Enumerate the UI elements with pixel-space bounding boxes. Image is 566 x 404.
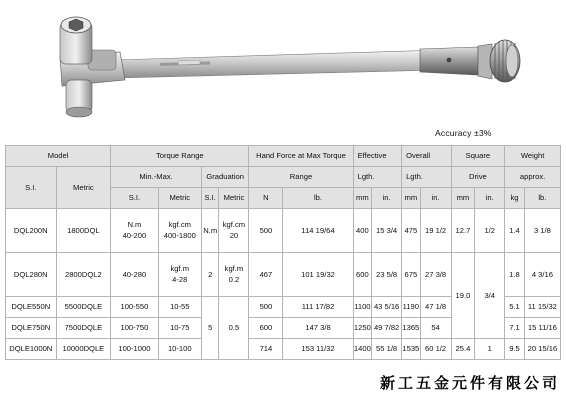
header-si: S.I. (6, 167, 57, 209)
header-model: Model (6, 146, 111, 167)
cell-n: 714 (249, 339, 283, 360)
cell-metric: 7500DQLE (56, 318, 111, 339)
scale-window (178, 60, 200, 65)
cell-metric: 2800DQL2 (56, 253, 111, 297)
cell-sq-in: 1 (475, 339, 505, 360)
lower-socket-base (66, 107, 92, 117)
table-row (6, 253, 561, 297)
table-row (6, 339, 561, 360)
header-lb: lb. (283, 188, 353, 209)
cell-lb: 114 19/64 (283, 209, 353, 253)
cell-grad-si: 2 (201, 253, 219, 297)
cell-kg: 9.5 (505, 339, 525, 360)
header-metric: Metric (56, 167, 111, 209)
cell-si: DQL280N (6, 253, 57, 297)
spec-table (5, 145, 561, 360)
cell-grad-si: N.m (201, 209, 219, 253)
unit-label: N.m (127, 219, 142, 229)
unit-label: kgf.m (224, 263, 244, 273)
cell-sq-mm: 12.7 (451, 209, 475, 253)
header-ov-lgth: Lgth. (402, 167, 452, 188)
cell-si: DQLE550N (6, 297, 57, 318)
accuracy-note: Accuracy ±3% (435, 128, 492, 138)
header-range: Range (249, 167, 353, 188)
header-tr-metric: Metric (158, 188, 201, 209)
cell-kg: 1.4 (505, 209, 525, 253)
header-torque-range: Torque Range (111, 146, 249, 167)
cell-kg: 5.1 (505, 297, 525, 318)
cell-eff-mm: 1100 (353, 297, 372, 318)
cell-tr-metric (158, 253, 201, 297)
cell-sq-mm: 25.4 (451, 339, 475, 360)
cell-tr-si: 100-750 (111, 318, 158, 339)
header-drive: Drive (451, 167, 505, 188)
cell-ov-in: 54 (420, 318, 451, 339)
cell-metric: 10000DQLE (56, 339, 111, 360)
cell-tr-si (111, 209, 158, 253)
header-wlb: lb. (524, 188, 560, 209)
unit-label: kgf.m (170, 263, 190, 273)
header-row-1 (6, 146, 561, 167)
header-sq-mm: mm (451, 188, 475, 209)
header-grad-metric: Metric (219, 188, 249, 209)
range-value: 4-28 (172, 274, 188, 284)
header-ov-in: in. (420, 188, 451, 209)
cell-lb: 153 11/32 (283, 339, 353, 360)
cell-eff-in: 15 3/4 (372, 209, 402, 253)
cell-eff-mm: 1400 (353, 339, 372, 360)
header-min-max: Min.-Max. (111, 167, 202, 188)
cell-sq-in-shared: 3/4 (475, 253, 505, 339)
header-overall: Overall (402, 146, 452, 167)
cell-eff-in: 23 5/8 (372, 253, 402, 297)
cell-eff-in: 49 7/82 (372, 318, 402, 339)
range-value: 40-200 (122, 230, 147, 240)
cell-tr-si: 100-1000 (111, 339, 158, 360)
cell-n: 500 (249, 209, 283, 253)
cell-n: 600 (249, 318, 283, 339)
cell-wlb: 4 3/16 (524, 253, 560, 297)
unit-label: kgf.cm (222, 219, 246, 229)
cell-sq-mm-shared: 19.0 (451, 253, 475, 339)
cell-lb: 101 19/32 (283, 253, 353, 297)
cell-ov-in: 47 1/8 (420, 297, 451, 318)
cell-metric: 5500DQLE (56, 297, 111, 318)
header-weight: Weight (505, 146, 561, 167)
header-effective: Effective (353, 146, 401, 167)
cell-sq-in: 1/2 (475, 209, 505, 253)
header-square: Square (451, 146, 505, 167)
grip-badge (447, 58, 452, 63)
cell-tr-metric: 10-100 (158, 339, 201, 360)
cell-n: 500 (249, 297, 283, 318)
cell-ov-in: 19 1/2 (420, 209, 451, 253)
cell-si: DQLE1000N (6, 339, 57, 360)
cell-ov-mm: 1365 (402, 318, 421, 339)
cell-eff-mm: 400 (353, 209, 372, 253)
cell-eff-mm: 600 (353, 253, 372, 297)
cell-tr-metric (158, 209, 201, 253)
end-cap-face (506, 45, 518, 77)
cell-lb: 147 3/8 (283, 318, 353, 339)
company-name: 新工五金元件有限公司 (379, 374, 560, 392)
cell-tr-metric: 10-55 (158, 297, 201, 318)
unit-label: kgf.cm (168, 219, 191, 229)
cell-wlb: 15 11/16 (524, 318, 560, 339)
cell-wlb: 11 15/32 (524, 297, 560, 318)
cell-n: 467 (249, 253, 283, 297)
header-approx: approx. (505, 167, 561, 188)
cell-tr-metric: 10-75 (158, 318, 201, 339)
cell-grad-si-shared: 5 (201, 297, 219, 360)
cell-ov-mm: 675 (402, 253, 421, 297)
header-kg: kg (505, 188, 525, 209)
cell-ov-mm: 1190 (402, 297, 421, 318)
cell-wlb: 20 15/16 (524, 339, 560, 360)
cell-si: DQL200N (6, 209, 57, 253)
header-sq-in: in. (475, 188, 505, 209)
cell-kg: 7.1 (505, 318, 525, 339)
header-eff-lgth: Lgth. (353, 167, 401, 188)
cell-si: DQLE750N (6, 318, 57, 339)
header-n: N (249, 188, 283, 209)
header-row-2 (6, 167, 561, 188)
header-hand-force: Hand Force at Max Torque (249, 146, 353, 167)
cell-metric: 1800DQL (56, 209, 111, 253)
cell-eff-mm: 1250 (353, 318, 372, 339)
torque-wrench-illustration (0, 0, 566, 125)
grad-value: 20 (229, 230, 239, 240)
header-tr-si: S.I. (111, 188, 158, 209)
cell-ov-mm: 475 (402, 209, 421, 253)
range-value: 400-1800 (163, 230, 196, 240)
cell-eff-in: 55 1/8 (372, 339, 402, 360)
cell-lb: 111 17/82 (283, 297, 353, 318)
cell-eff-in: 43 5/16 (372, 297, 402, 318)
cell-ov-mm: 1535 (402, 339, 421, 360)
header-grad-si: S.I. (201, 188, 219, 209)
cell-kg: 1.8 (505, 253, 525, 297)
header-graduation: Graduation (201, 167, 248, 188)
cell-ov-in: 60 1/2 (420, 339, 451, 360)
cell-tr-si: 100-550 (111, 297, 158, 318)
cell-grad-metric-shared: 0.5 (219, 297, 249, 360)
header-ov-mm: mm (402, 188, 421, 209)
cell-grad-metric (219, 209, 249, 253)
header-eff-mm: mm (353, 188, 372, 209)
cell-ov-in: 27 3/8 (420, 253, 451, 297)
cell-tr-si: 40-280 (111, 253, 158, 297)
cell-grad-metric (219, 253, 249, 297)
grad-value: 0.2 (228, 274, 240, 284)
table-row (6, 209, 561, 253)
cell-wlb: 3 1/8 (524, 209, 560, 253)
header-eff-in: in. (372, 188, 402, 209)
